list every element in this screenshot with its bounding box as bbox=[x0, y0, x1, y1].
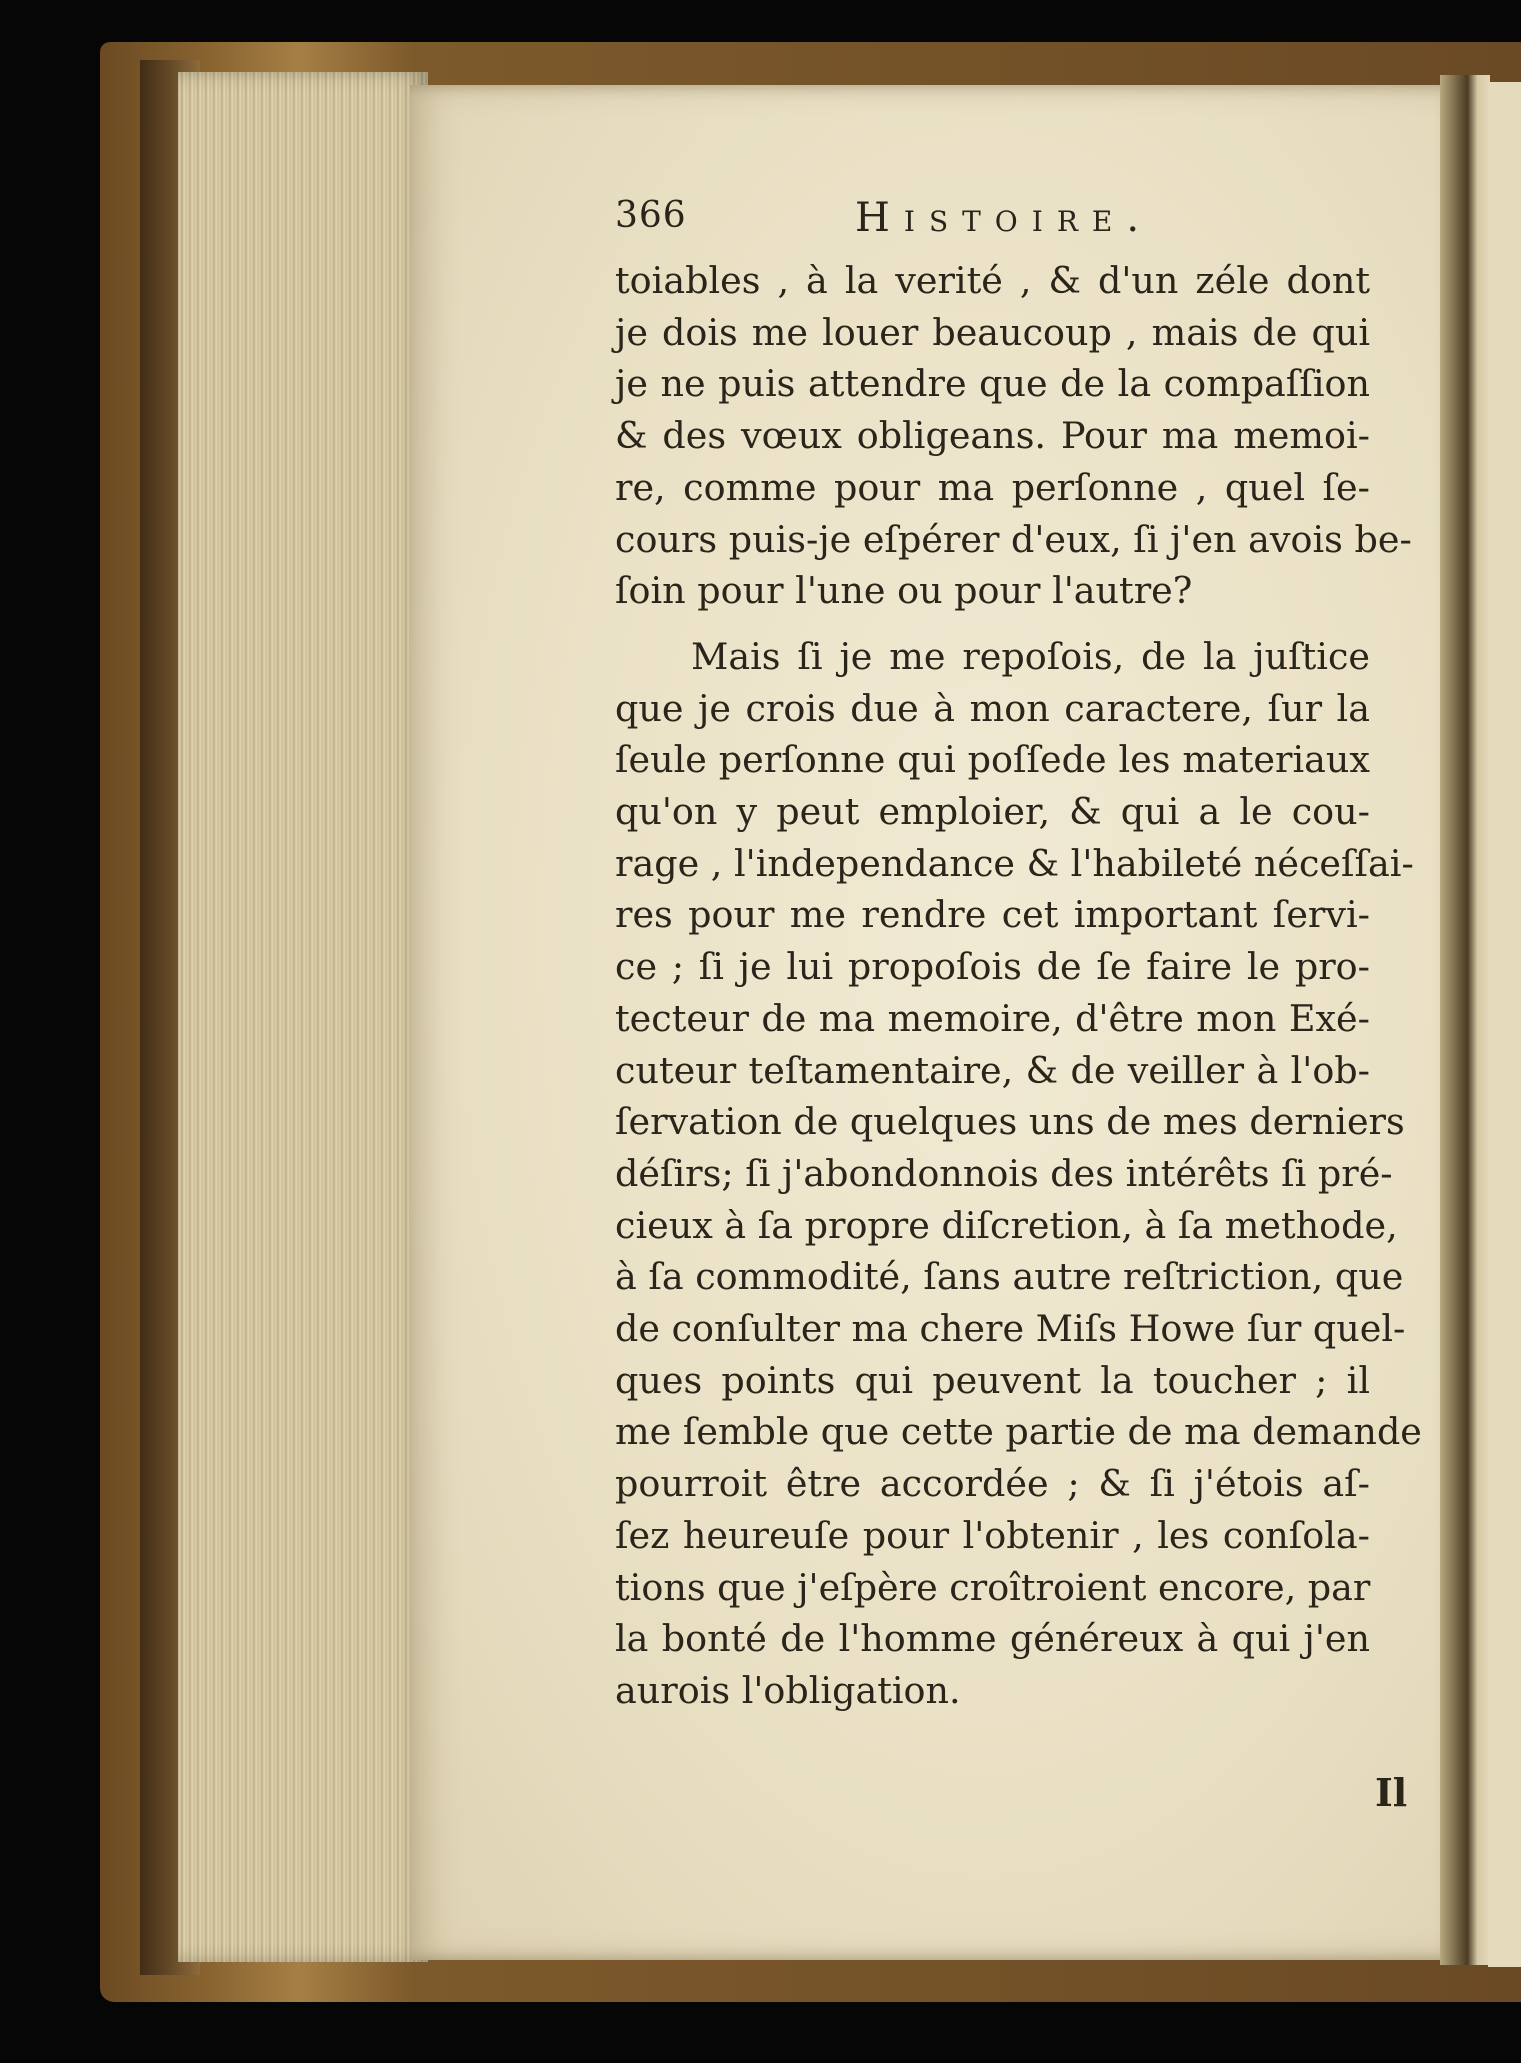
text-line: ſeule perſonne qui poſſede les materiaux bbox=[615, 738, 1370, 782]
text-line: à ſa commodité, ſans autre reſtriction, que bbox=[615, 1255, 1404, 1299]
page-number: 366 bbox=[615, 195, 687, 236]
text-line: déſirs; ſi j'abondonnois des intérêts ſi pré- bbox=[615, 1151, 1393, 1195]
text-line: rage , l'independance & l'habileté néceſſai- bbox=[615, 841, 1414, 885]
text-line: de conſulter ma chere Miſs Howe ſur quel- bbox=[615, 1307, 1406, 1351]
catchword: Il bbox=[1375, 1770, 1408, 1815]
text-line: tecteur de ma memoire, d'être mon Exé- bbox=[615, 996, 1370, 1040]
text-line: toiables , à la verité , & d'un zéle dont bbox=[615, 259, 1370, 302]
text-line: cours puis-je eſpérer d'eux, ſi j'en avois be- bbox=[615, 517, 1412, 561]
facing-page-edge bbox=[1488, 82, 1521, 1967]
text-line: ques points qui peuvent la toucher ; il bbox=[615, 1358, 1370, 1402]
text-block bbox=[615, 195, 1422, 1717]
page-edges bbox=[178, 72, 428, 1962]
text-line: aurois l'obligation. bbox=[615, 1668, 961, 1712]
text-line: ſoin pour l'une ou pour l'autre? bbox=[615, 569, 1193, 613]
text-line: me ſemble que cette partie de ma demande bbox=[615, 1410, 1422, 1454]
paragraph-2 bbox=[615, 631, 1422, 1717]
text-line: cieux à ſa propre diſcretion, à ſa methode, bbox=[615, 1203, 1398, 1247]
book-gutter bbox=[1440, 75, 1490, 1965]
text-line: la bonté de l'homme généreux à qui j'en bbox=[615, 1617, 1370, 1661]
text-line: Mais ſi je me repoſois, de la juſtice bbox=[691, 634, 1370, 678]
paragraph-1 bbox=[615, 255, 1412, 617]
text-line: je dois me louer beaucoup , mais de qui bbox=[615, 310, 1370, 354]
text-line: & des vœux obligeans. Pour ma memoi- bbox=[615, 414, 1370, 458]
text-line: pourroit être accordée ; & ſi j'étois aſ- bbox=[615, 1462, 1370, 1506]
running-title: Histoire. bbox=[855, 195, 1154, 241]
text-line: ſez heureuſe pour l'obtenir , les conſola- bbox=[615, 1513, 1370, 1557]
text-line: ce ; ſi je lui propoſois de ſe faire le pro- bbox=[615, 945, 1370, 989]
text-line: cuteur teſtamentaire, & de veiller à l'ob- bbox=[615, 1048, 1370, 1092]
text-line: ſervation de quelques uns de mes derniers bbox=[615, 1100, 1405, 1144]
text-line: qu'on y peut emploier, & qui a le cou- bbox=[615, 790, 1370, 834]
text-line: res pour me rendre cet important ſervi- bbox=[615, 893, 1370, 937]
running-head bbox=[615, 195, 1370, 255]
text-line: que je crois due à mon caractere, ſur la bbox=[615, 686, 1370, 730]
text-line: je ne puis attendre que de la compaſſion bbox=[615, 362, 1370, 406]
text-line: re, comme pour ma perſonne , quel ſe- bbox=[615, 465, 1370, 509]
text-line: tions que j'eſpère croîtroient encore, par bbox=[615, 1565, 1371, 1609]
